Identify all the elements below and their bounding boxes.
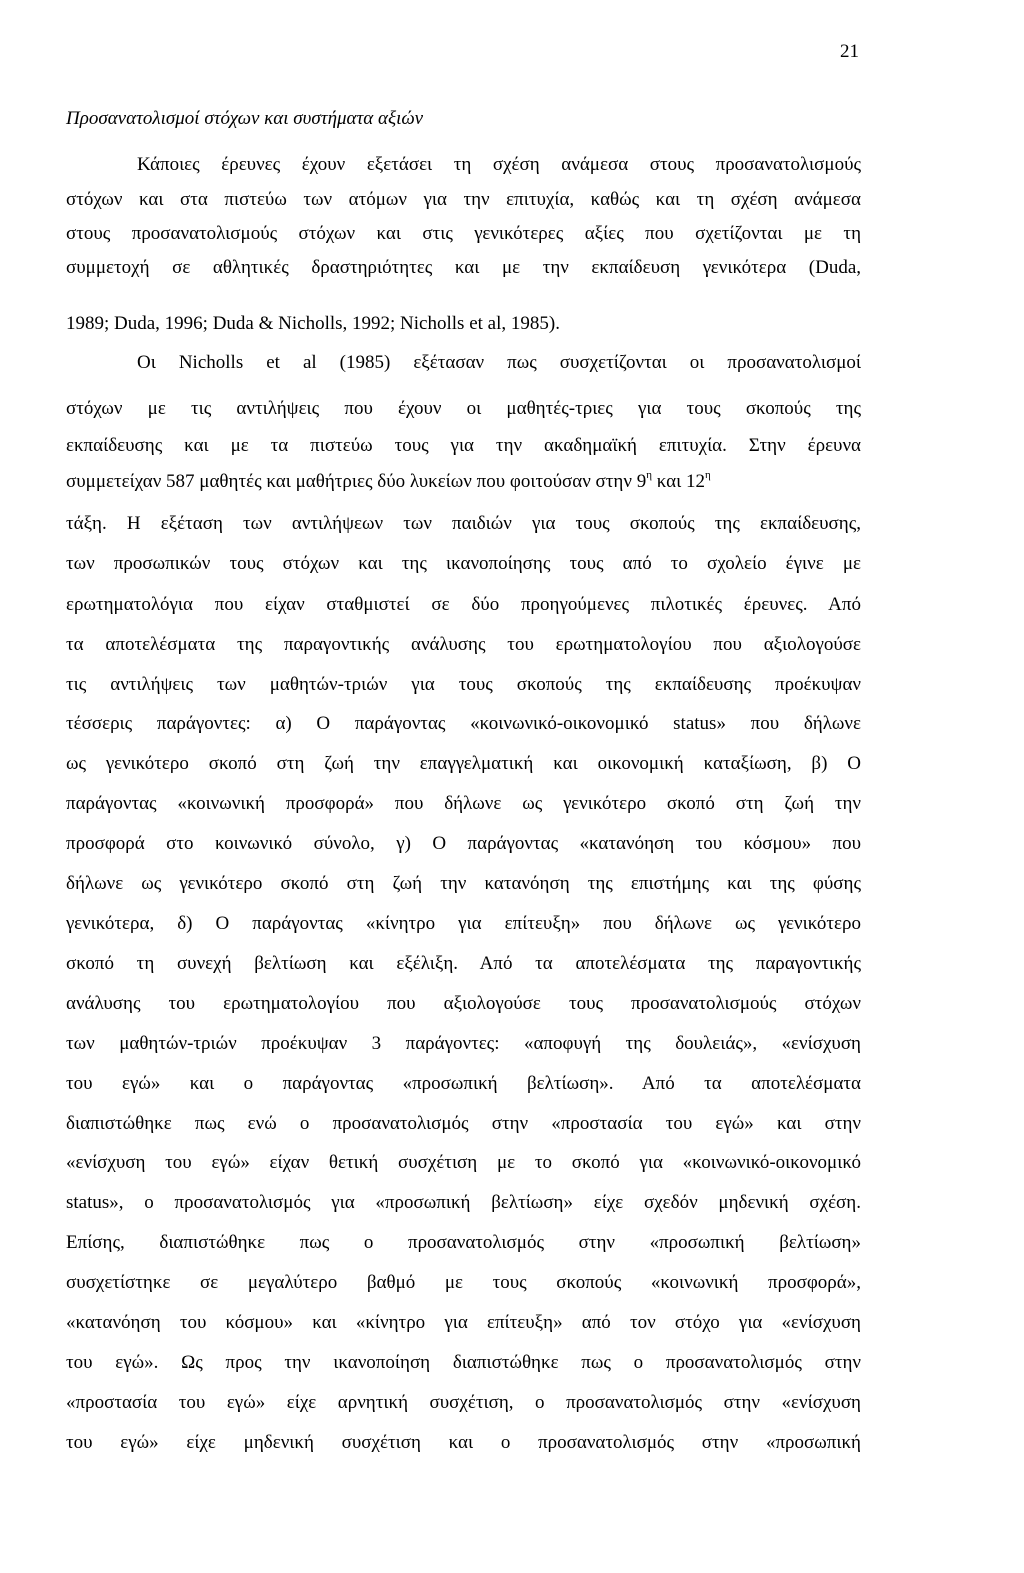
text-fragment: και 12	[651, 471, 705, 492]
text-line: ανάλυσης του ερωτηματολογίου που αξιολογούσε τους προσανατολισμούς στόχων	[66, 993, 861, 1014]
text-line: «προστασία του εγώ» είχε αρνητική συσχέτιση, ο προσανατολισμός στην «ενίσχυση	[66, 1392, 861, 1413]
text-line: των προσωπικών τους στόχων και της ικανοποίησης τους από το σχολείο έγινε με	[66, 553, 861, 574]
text-line: status», ο προσανατολισμός για «προσωπική βελτίωση» είχε σχεδόν μηδενική σχέση.	[66, 1192, 861, 1213]
text-line: Επίσης, διαπιστώθηκε πως ο προσανατολισμός στην «προσωπική βελτίωση»	[66, 1232, 861, 1253]
text-fragment: συμμετείχαν 587 μαθητές και μαθήτριες δύο λυκείων που φοιτούσαν στην 9	[66, 471, 647, 492]
text-line: εκπαίδευσης και με τα πιστεύω τους για την ακαδημαϊκή επιτυχία. Στην έρευνα	[66, 435, 861, 456]
superscript: η	[704, 469, 711, 481]
text-line: προσφορά στο κοινωνικό σύνολο, γ) Ο παράγοντας «κατανόηση του κόσμου» που	[66, 833, 861, 854]
text-line: «κατανόηση του κόσμου» και «κίνητρο για επίτευξη» από τον στόχο για «ενίσχυση	[66, 1312, 861, 1333]
superscript: η	[646, 469, 652, 481]
text-line: «ενίσχυση του εγώ» είχαν θετική συσχέτιση με το σκοπό για «κοινωνικό-οικονομικό	[66, 1152, 861, 1173]
text-line	[66, 470, 886, 494]
text-line: στόχων με τις αντιλήψεις που έχουν οι μαθητές-τριες για τους σκοπούς της	[66, 398, 861, 419]
text-line: συμμετοχή σε αθλητικές δραστηριότητες και με την εκπαίδευση γενικότερα (Duda,	[66, 257, 861, 278]
text-line: συσχετίστηκε σε μεγαλύτερο βαθμό με τους σκοπούς «κοινωνική προσφορά»,	[66, 1272, 861, 1293]
page-number: 21	[840, 41, 859, 62]
text-line: τάξη. Η εξέταση των αντιλήψεων των παιδιών για τους σκοπούς της εκπαίδευσης,	[66, 513, 861, 534]
section-heading: Προσανατολισμοί στόχων και συστήματα αξιών	[66, 108, 424, 129]
text-line: στόχων και στα πιστεύω των ατόμων για την επιτυχία, καθώς και τη σχέση ανάμεσα	[66, 189, 861, 210]
text-line: ερωτηματολόγια που είχαν σταθμιστεί σε δύο προηγούμενες πιλοτικές έρευνες. Από	[66, 594, 861, 615]
text-line: ως γενικότερο σκοπό στη ζωή την επαγγελματική και οικονομική καταξίωση, β) Ο	[66, 753, 861, 774]
text-line: δήλωνε ως γενικότερο σκοπό στη ζωή την κατανόηση της επιστήμης και της φύσης	[66, 873, 861, 894]
text-line: σκοπό τη συνεχή βελτίωση και εξέλιξη. Από τα αποτελέσματα της παραγοντικής	[66, 953, 861, 974]
text-line: τέσσερις παράγοντες: α) Ο παράγοντας «κοινωνικό-οικονομικό status» που δήλωνε	[66, 713, 861, 734]
text-line: διαπιστώθηκε πως ενώ ο προσανατολισμός στην «προστασία του εγώ» και στην	[66, 1113, 861, 1134]
text-line: τα αποτελέσματα της παραγοντικής ανάλυσης του ερωτηματολογίου που αξιολογούσε	[66, 634, 861, 655]
text-line: παράγοντας «κοινωνική προσφορά» που δήλωνε ως γενικότερο σκοπό στη ζωή την	[66, 793, 861, 814]
text-line: στους προσανατολισμούς στόχων και στις γενικότερες αξίες που σχετίζονται με τη	[66, 223, 861, 244]
text-line: Οι Nicholls et al (1985) εξέτασαν πως συσχετίζονται οι προσανατολισμοί	[137, 352, 861, 373]
text-line: 1989; Duda, 1996; Duda & Nicholls, 1992; Nicholls et al, 1985).	[66, 313, 560, 334]
text-line: του εγώ» και ο παράγοντας «προσωπική βελτίωση». Από τα αποτελέσματα	[66, 1073, 861, 1094]
text-line: του εγώ» είχε μηδενική συσχέτιση και ο προσανατολισμός στην «προσωπική	[66, 1432, 861, 1453]
text-line: τις αντιλήψεις των μαθητών-τριών για τους σκοπούς της εκπαίδευσης προέκυψαν	[66, 674, 861, 695]
text-line: Κάποιες έρευνες έχουν εξετάσει τη σχέση ανάμεσα στους προσανατολισμούς	[137, 154, 861, 175]
text-line: γενικότερα, δ) Ο παράγοντας «κίνητρο για επίτευξη» που δήλωνε ως γενικότερο	[66, 913, 861, 934]
text-line: των μαθητών-τριών προέκυψαν 3 παράγοντες: «αποφυγή της δουλειάς», «ενίσχυση	[66, 1033, 861, 1054]
text-line: του εγώ». Ως προς την ικανοποίηση διαπιστώθηκε πως ο προσανατολισμός στην	[66, 1352, 861, 1373]
